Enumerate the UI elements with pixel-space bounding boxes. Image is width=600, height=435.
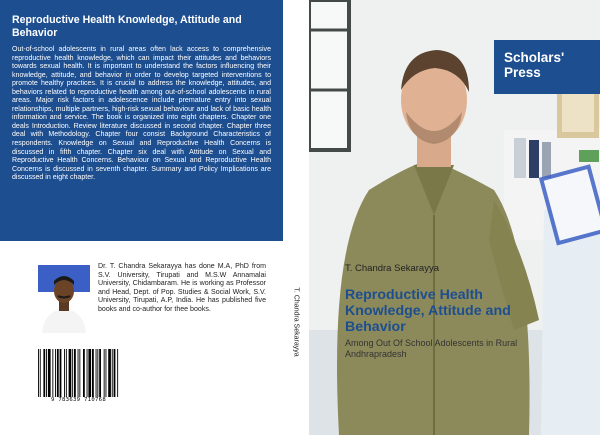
- spine: [283, 0, 309, 435]
- barcode-bar: [57, 349, 59, 397]
- barcode-bar: [48, 349, 51, 397]
- publisher-logo: [494, 40, 600, 94]
- barcode-bar: [112, 349, 113, 397]
- author-bio: Dr. T. Chandra Sekarayya has done M.A, PhD from S.V. University, Tirupati and M.S.W Annamalai University, Chidambaram. He is working as Professor and Head, Dept. of Pop. Studies & Social Work, S.V. University, Tirupati, A.P, India. He has published five books and co-author for thee books.: [98, 263, 266, 313]
- back-cover-blurb-panel: [0, 0, 283, 241]
- barcode-bar: [43, 349, 45, 397]
- barcode-bar: [38, 349, 39, 403]
- barcode-bar: [60, 349, 62, 397]
- back-cover: [0, 0, 283, 435]
- barcode-bar: [97, 349, 98, 397]
- barcode-bar: [66, 349, 67, 397]
- barcode-bar: [52, 349, 53, 397]
- front-title: Reproductive Health Knowledge, Attitude and Behavior: [345, 287, 511, 335]
- barcode-bar: [69, 349, 72, 397]
- barcode-bar: [117, 349, 118, 397]
- barcode-bar: [88, 349, 91, 397]
- barcode-bar: [108, 349, 111, 397]
- author-photo: [38, 265, 90, 333]
- barcode-bar: [72, 349, 73, 397]
- barcode-bar: [79, 349, 80, 397]
- barcode-bar: [87, 349, 88, 397]
- barcode-bar: [114, 349, 116, 397]
- barcode-bar: [64, 349, 65, 397]
- barcode-bar: [104, 349, 105, 397]
- front-subtitle: Among Out Of School Adolescents in Rural Andhrapradesh: [345, 338, 518, 359]
- barcode-bar: [83, 349, 85, 397]
- barcode-bar: [78, 349, 79, 397]
- spine-author: T. Chandra Sekarayya: [292, 287, 300, 357]
- barcode-number: 9 783639 710768: [35, 397, 122, 403]
- barcode-bar: [96, 349, 97, 397]
- back-cover-description: Out-of-school adolescents in rural areas often lack access to comprehensive reproductive health knowledge, which can impact their attitudes and behaviors towards sexual health. It is important to understand the factors influencing their knowledge, attitude, and behavior in order to develop targeted interventions to promote healthy practices. It is crucial to address the knowledge, attitudes, and behaviors related to reproductive health among out-of-school adolescents in rural areas. Major risk factors in adolescence include premature entry into sexual relationships, multiple partners, high-risk sexual behaviour and lack of basic health information and service. The book is organized into eight chapters. Chapter one deals Introduction. Review literature discussed in second chapter. Chapter three deal with Methodology. Chapter four consist Background Characteristics of respondents. Knowledge on Sexual and Reproductive Health Concerns is discussed in fifth chapter. Chapter six deal with Attitude on Sexual and Reproductive Health Concerns. Behaviour on Sexual and Reproductive Health Concerns is discussed in seventh chapter. Summary and Policy Implications are discussed in eight chapter.: [12, 46, 271, 182]
- barcode-bar: [55, 349, 56, 397]
- barcode-bar: [46, 349, 47, 397]
- publisher-name: Scholars' Press: [504, 50, 565, 80]
- barcode-bar: [40, 349, 41, 403]
- barcode-bar: [99, 349, 101, 397]
- front-author: T. Chandra Sekarayya: [345, 263, 439, 274]
- back-cover-title: Reproductive Health Knowledge, Attitude and Behavior: [12, 14, 242, 39]
- barcode-bar: [106, 349, 107, 397]
- barcode-bar: [92, 349, 94, 397]
- barcode-bar: [74, 349, 76, 397]
